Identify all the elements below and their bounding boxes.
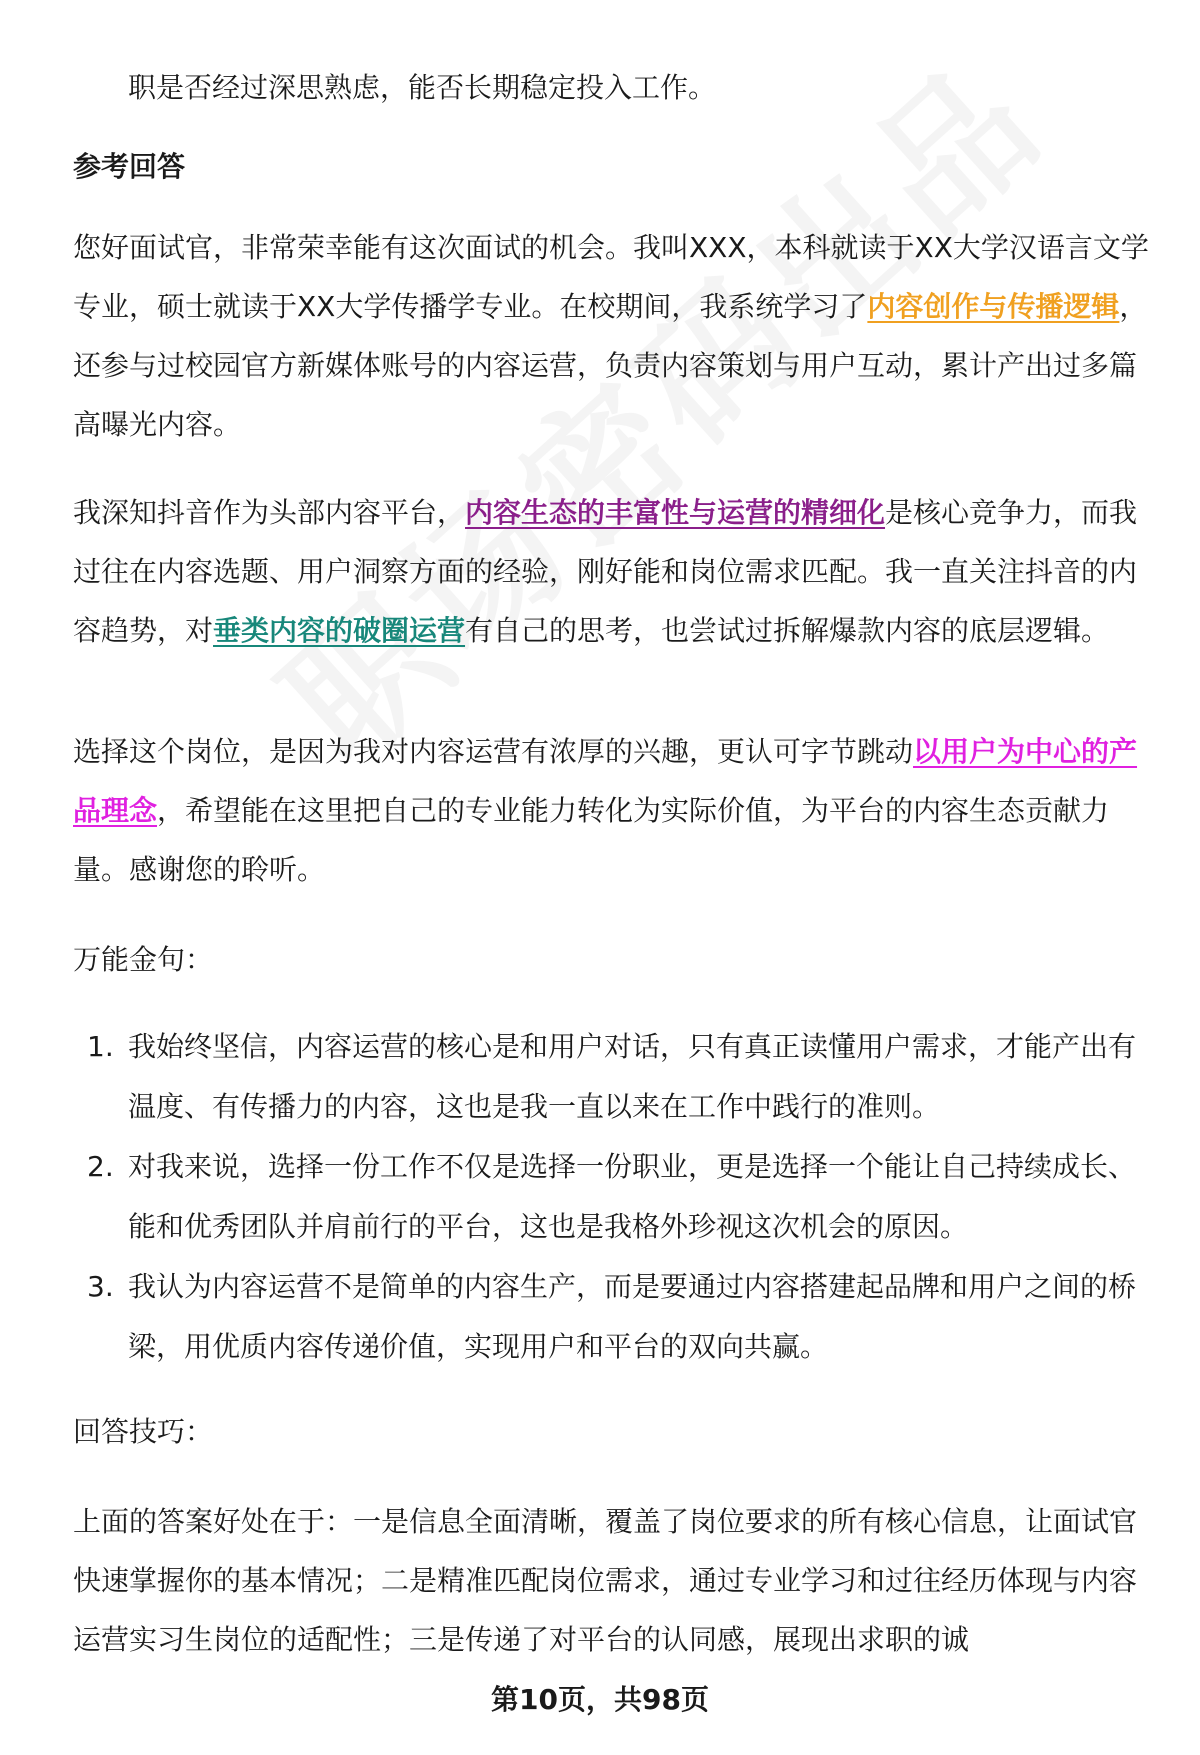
section-heading: 参考回答 [73, 150, 186, 183]
list-number: 1. [87, 1030, 114, 1063]
tips-paragraph: 上面的答案好处在于：一是信息全面清晰，覆盖了岗位要求的所有核心信息，让面试官快速掌握你的基本情况；二是精准匹配岗位需求，通过专业学习和过往经历体现与内容运营实习生岗位的适配性；三是传递了对平台的认同感，展现出求职的诚 [73, 1505, 1138, 1656]
golden-sentences-label: 万能金句： [73, 943, 214, 976]
list-item-text: 我始终坚信，内容运营的核心是和用户对话，只有真正读懂用户需求，才能产出有温度、有传播力的内容，这也是我一直以来在工作中践行的准则。 [128, 1030, 1137, 1123]
paragraph-text: 我深知抖音作为头部内容平台， [73, 496, 466, 529]
golden-sentences-list [73, 1017, 1158, 1377]
list-item [73, 1017, 1158, 1137]
paragraph-text: 有自己的思考，也尝试过拆解爆款内容的底层逻辑。 [465, 614, 1110, 647]
highlight-keyword: 垂类内容的破圈运营 [213, 614, 466, 647]
paragraph-text: ，希望能在这里把自己的专业能力转化为实际价值，为平台的内容生态贡献力量。感谢您的聆听。 [73, 794, 1110, 886]
paragraph-text: 选择这个岗位，是因为我对内容运营有浓厚的兴趣，更认可字节跳动 [73, 735, 914, 768]
highlight-keyword: 内容生态的丰富性与运营的精细化 [465, 496, 886, 529]
page-number-footer: 第10页，共98页 [491, 1683, 709, 1716]
list-number: 3. [87, 1270, 114, 1303]
answer-paragraph-1 [73, 218, 1158, 454]
list-item [73, 1257, 1158, 1377]
paragraph-text: 是核心竞争力，而我过往在内容选题、用户洞察方面的经验，刚好能和岗位需求匹配。我一直关注抖音的内容趋势，对 [73, 496, 1138, 647]
answer-paragraph-2 [73, 483, 1158, 660]
answer-paragraph-3 [73, 722, 1158, 899]
continued-line: 职是否经过深思熟虑，能否长期稳定投入工作。 [128, 71, 717, 104]
list-number: 2. [87, 1150, 114, 1183]
paragraph-text: ，还参与过校园官方新媒体账号的内容运营，负责内容策划与用户互动，累计产出过多篇高曝光内容。 [73, 290, 1148, 441]
list-item [73, 1137, 1158, 1257]
list-item-text: 对我来说，选择一份工作不仅是选择一份职业，更是选择一个能让自己持续成长、能和优秀团队并肩前行的平台，这也是我格外珍视这次机会的原因。 [128, 1150, 1137, 1243]
answer-tips-label: 回答技巧： [73, 1415, 214, 1448]
paragraph-text: 您好面试官，非常荣幸能有这次面试的机会。我叫XXX，本科就读于XX大学汉语言文学专业，硕士就读于XX大学传播学专业。在校期间，我系统学习了 [73, 231, 1149, 323]
list-item-text: 我认为内容运营不是简单的内容生产，而是要通过内容搭建起品牌和用户之间的桥梁，用优质内容传递价值，实现用户和平台的双向共赢。 [128, 1270, 1137, 1363]
highlight-keyword: 内容创作与传播逻辑 [867, 290, 1120, 323]
highlight-keyword: 以用户为中心的产品理念 [73, 735, 1138, 827]
